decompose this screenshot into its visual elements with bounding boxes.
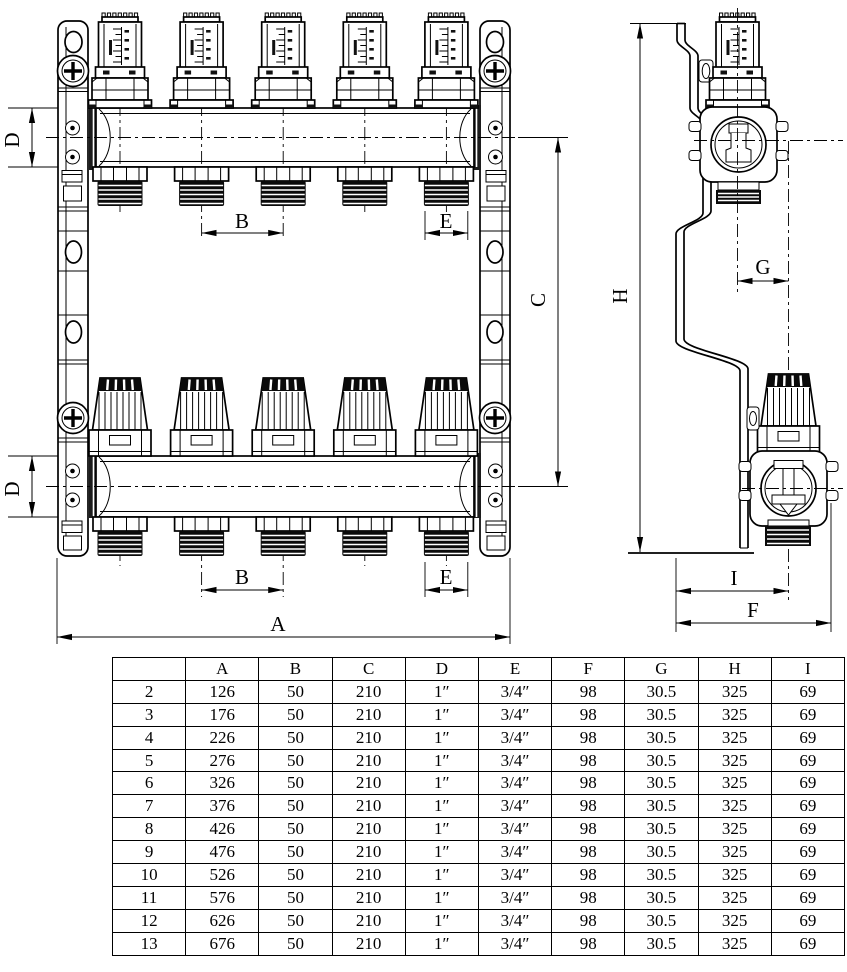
table-cell: 210 [332, 818, 405, 841]
table-cell: 210 [332, 772, 405, 795]
table-cell: 13 [113, 932, 186, 955]
dim-label-h: H [608, 288, 632, 304]
table-row [113, 680, 845, 703]
table-header-cell: E [478, 658, 551, 681]
table-row [113, 795, 845, 818]
table-cell: 69 [771, 818, 844, 841]
table-cell: 1″ [405, 726, 478, 749]
dim-label-c: C [526, 292, 550, 308]
table-cell: 98 [552, 864, 625, 887]
table-cell: 50 [259, 680, 332, 703]
table-cell: 210 [332, 726, 405, 749]
table-cell: 3/4″ [478, 795, 551, 818]
table-row [113, 749, 845, 772]
table-cell: 30.5 [625, 772, 698, 795]
phillips-screw [58, 403, 89, 434]
table-header-row [113, 658, 845, 681]
table-cell: 210 [332, 864, 405, 887]
table-cell: 69 [771, 864, 844, 887]
table-cell: 210 [332, 680, 405, 703]
table-cell: 3/4″ [478, 886, 551, 909]
table-cell: 69 [771, 886, 844, 909]
table-cell: 276 [186, 749, 259, 772]
table-cell: 3/4″ [478, 680, 551, 703]
table-cell: 50 [259, 795, 332, 818]
table-cell: 50 [259, 749, 332, 772]
phillips-screw [480, 403, 511, 434]
table-cell: 11 [113, 886, 186, 909]
table-cell: 69 [771, 841, 844, 864]
table-cell: 7 [113, 795, 186, 818]
dim-label-b-lower: B [234, 565, 250, 589]
dim-label-b-upper: B [234, 209, 250, 233]
table-cell: 98 [552, 680, 625, 703]
table-row [113, 726, 845, 749]
table-cell: 325 [698, 680, 771, 703]
side-view [608, 8, 843, 632]
table-cell: 325 [698, 818, 771, 841]
table-cell: 325 [698, 932, 771, 955]
table-cell: 50 [259, 932, 332, 955]
dim-label-g: G [755, 255, 771, 279]
table-cell: 50 [259, 818, 332, 841]
table-cell: 1″ [405, 703, 478, 726]
table-cell: 326 [186, 772, 259, 795]
table-cell: 98 [552, 772, 625, 795]
table-row [113, 818, 845, 841]
table-cell: 30.5 [625, 886, 698, 909]
table-cell: 6 [113, 772, 186, 795]
table-cell: 98 [552, 795, 625, 818]
table-cell: 210 [332, 749, 405, 772]
table-header-cell: D [405, 658, 478, 681]
bracket-square-hole [487, 186, 505, 201]
table-header-cell [113, 658, 186, 681]
table-cell: 30.5 [625, 726, 698, 749]
table-cell: 1″ [405, 795, 478, 818]
table-cell: 50 [259, 726, 332, 749]
table-cell: 50 [259, 864, 332, 887]
table-row [113, 909, 845, 932]
table-cell: 69 [771, 909, 844, 932]
table-cell: 30.5 [625, 932, 698, 955]
table-cell: 50 [259, 841, 332, 864]
table-cell: 626 [186, 909, 259, 932]
table-cell: 1″ [405, 772, 478, 795]
bracket-square-hole [487, 536, 505, 550]
table-cell: 69 [771, 680, 844, 703]
table-cell: 126 [186, 680, 259, 703]
table-row [113, 841, 845, 864]
side-bottom-valve [739, 141, 843, 600]
table-cell: 576 [186, 886, 259, 909]
table-cell: 1″ [405, 818, 478, 841]
table-row [113, 772, 845, 795]
table-cell: 69 [771, 726, 844, 749]
table-cell: 69 [771, 772, 844, 795]
dim-label-d-upper: D [0, 132, 24, 148]
table-cell: 30.5 [625, 703, 698, 726]
table-row [113, 932, 845, 955]
flow-meters [89, 13, 478, 108]
table-cell: 50 [259, 909, 332, 932]
dim-label-f: F [747, 598, 759, 622]
table-cell: 3/4″ [478, 703, 551, 726]
table-cell: 3/4″ [478, 841, 551, 864]
bracket-slot [487, 241, 503, 263]
table-cell: 226 [186, 726, 259, 749]
table-cell: 2 [113, 680, 186, 703]
table-cell: 210 [332, 703, 405, 726]
bracket-slot [66, 241, 82, 263]
table-cell: 3/4″ [478, 726, 551, 749]
valve-actuators [89, 378, 477, 456]
table-cell: 3/4″ [478, 909, 551, 932]
table-cell: 3/4″ [478, 749, 551, 772]
table-header-cell: H [698, 658, 771, 681]
table-header-cell: I [771, 658, 844, 681]
table-cell: 98 [552, 886, 625, 909]
table-cell: 69 [771, 703, 844, 726]
dim-label-e-lower: E [439, 565, 453, 589]
upper-outlets [93, 167, 473, 206]
table-cell: 325 [698, 909, 771, 932]
table-header-cell: A [186, 658, 259, 681]
table-cell: 1″ [405, 909, 478, 932]
table-row [113, 864, 845, 887]
table-header-cell: B [259, 658, 332, 681]
bracket-hole [487, 32, 504, 53]
table-cell: 1″ [405, 680, 478, 703]
table-cell: 30.5 [625, 818, 698, 841]
side-top-valve [689, 8, 843, 292]
table-cell: 98 [552, 909, 625, 932]
table-cell: 98 [552, 749, 625, 772]
table-cell: 476 [186, 841, 259, 864]
table-cell: 98 [552, 703, 625, 726]
table-cell: 1″ [405, 932, 478, 955]
table-cell: 210 [332, 932, 405, 955]
dimension-table [112, 657, 845, 956]
table-cell: 376 [186, 795, 259, 818]
dim-label-e-upper: E [439, 209, 453, 233]
table-cell: 325 [698, 749, 771, 772]
table-cell: 10 [113, 864, 186, 887]
table-header-cell: C [332, 658, 405, 681]
table-cell: 325 [698, 864, 771, 887]
table-cell: 12 [113, 909, 186, 932]
table-cell: 1″ [405, 749, 478, 772]
table-cell: 5 [113, 749, 186, 772]
phillips-screw [58, 56, 89, 87]
table-cell: 3/4″ [478, 772, 551, 795]
table-cell: 30.5 [625, 864, 698, 887]
table-cell: 30.5 [625, 841, 698, 864]
table-cell: 526 [186, 864, 259, 887]
table-row [113, 886, 845, 909]
table-cell: 676 [186, 932, 259, 955]
table-cell: 30.5 [625, 795, 698, 818]
table-cell: 325 [698, 886, 771, 909]
table-cell: 210 [332, 909, 405, 932]
bracket-square-hole [64, 186, 82, 201]
table-cell: 1″ [405, 841, 478, 864]
table-cell: 8 [113, 818, 186, 841]
table-cell: 98 [552, 818, 625, 841]
table-cell: 98 [552, 726, 625, 749]
table-cell: 30.5 [625, 749, 698, 772]
lower-outlets [93, 517, 473, 556]
phillips-screw [480, 56, 511, 87]
dim-label-d-lower: D [0, 481, 24, 497]
table-cell: 4 [113, 726, 186, 749]
table-cell: 98 [552, 932, 625, 955]
table-cell: 3/4″ [478, 932, 551, 955]
table-cell: 3/4″ [478, 818, 551, 841]
table-cell: 69 [771, 795, 844, 818]
upper-manifold [46, 105, 524, 170]
front-view [0, 13, 568, 644]
table-header-cell: G [625, 658, 698, 681]
table-cell: 210 [332, 795, 405, 818]
table-cell: 3 [113, 703, 186, 726]
table-cell: 325 [698, 772, 771, 795]
table-cell: 30.5 [625, 909, 698, 932]
table-header-cell: F [552, 658, 625, 681]
bracket-hole [65, 32, 82, 53]
table-cell: 1″ [405, 864, 478, 887]
table-cell: 50 [259, 886, 332, 909]
table-cell: 69 [771, 749, 844, 772]
table-cell: 210 [332, 841, 405, 864]
table-cell: 210 [332, 886, 405, 909]
table-cell: 98 [552, 841, 625, 864]
table-cell: 426 [186, 818, 259, 841]
dim-label-i: I [730, 566, 738, 590]
table-cell: 325 [698, 726, 771, 749]
table-cell: 325 [698, 841, 771, 864]
table-cell: 69 [771, 932, 844, 955]
dim-label-a: A [270, 612, 286, 636]
table-cell: 325 [698, 703, 771, 726]
table-cell: 30.5 [625, 680, 698, 703]
bracket-slot [66, 321, 82, 343]
table-row [113, 703, 845, 726]
table-cell: 1″ [405, 886, 478, 909]
table-cell: 176 [186, 703, 259, 726]
bracket-slot [487, 321, 503, 343]
lower-manifold [46, 453, 524, 518]
table-cell: 325 [698, 795, 771, 818]
bracket-square-hole [64, 536, 82, 550]
table-cell: 3/4″ [478, 864, 551, 887]
table-cell: 9 [113, 841, 186, 864]
table-cell: 50 [259, 772, 332, 795]
table-cell: 50 [259, 703, 332, 726]
